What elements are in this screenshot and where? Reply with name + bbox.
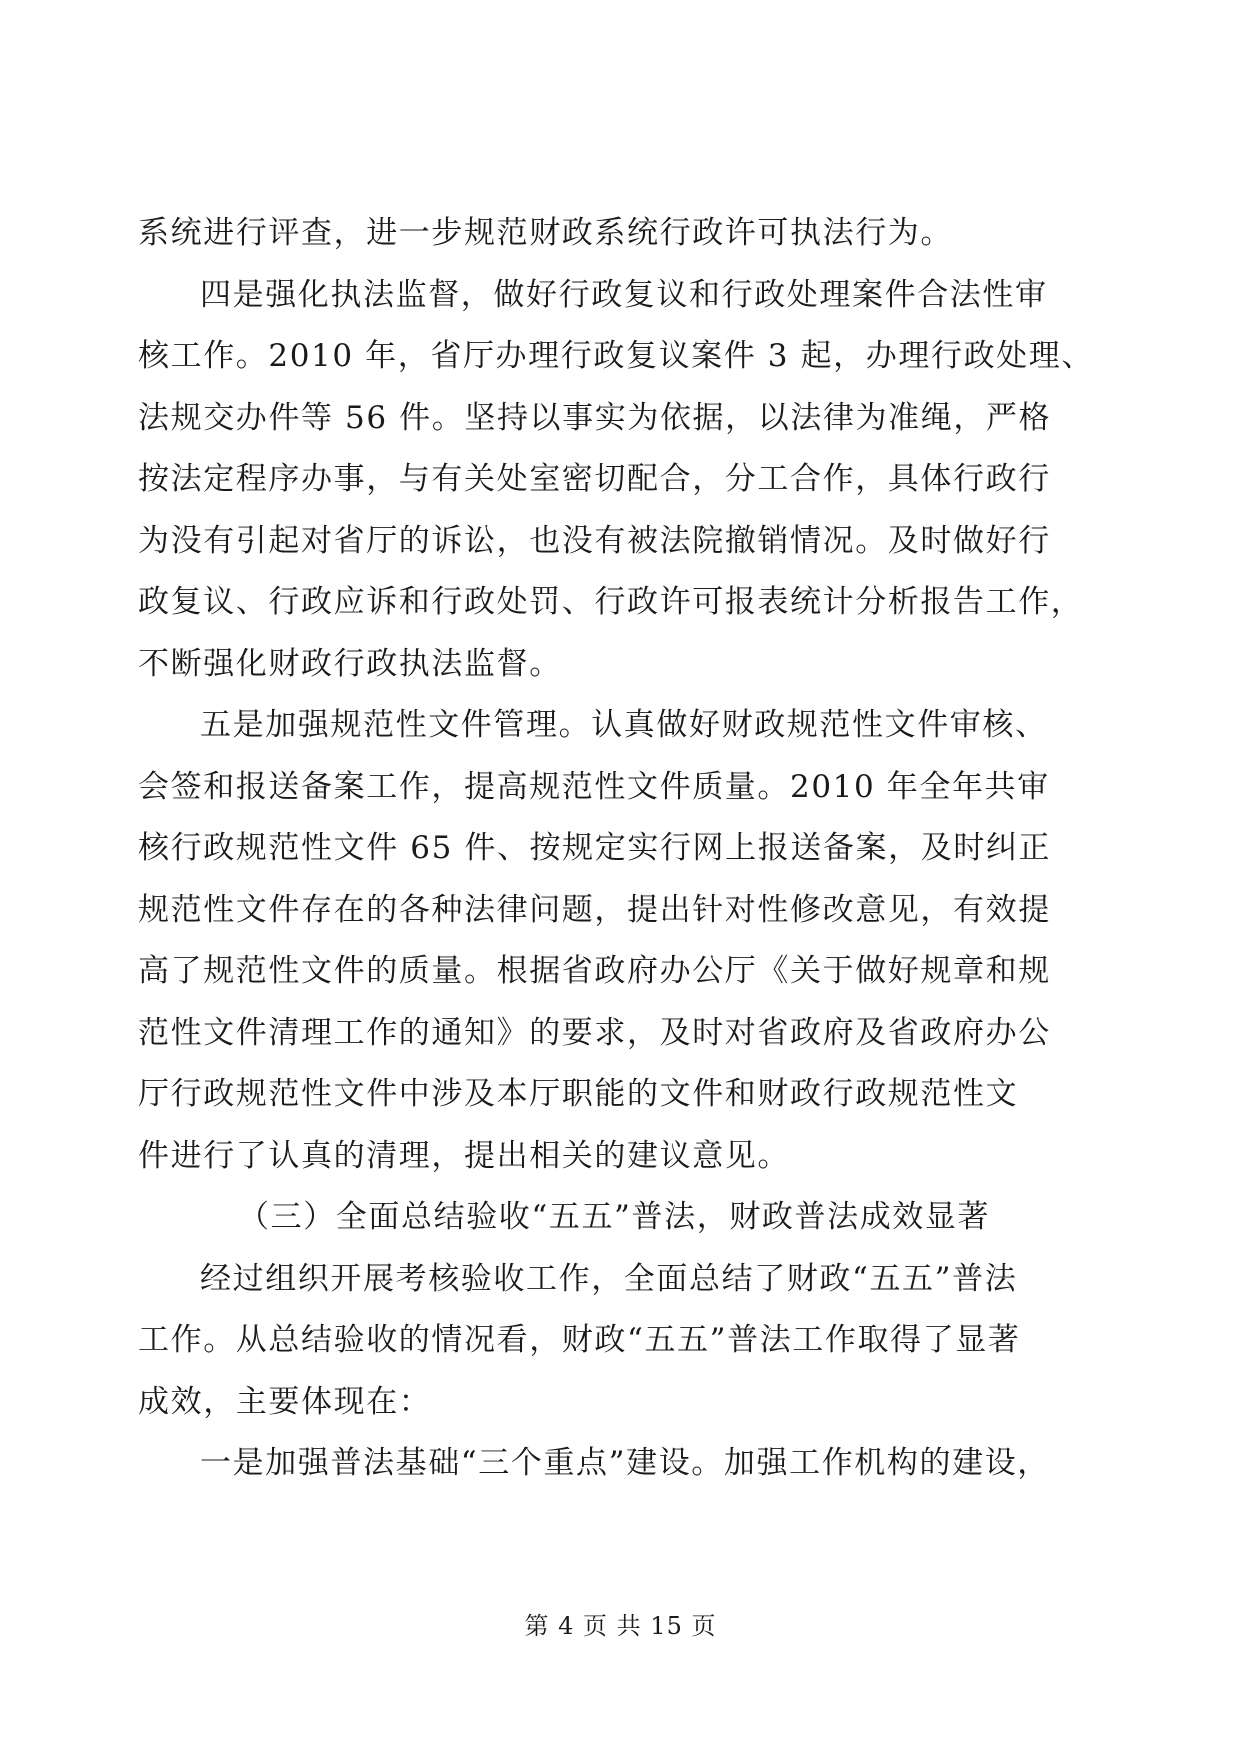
text-line: 法规交办件等 56 件。坚持以事实为依据，以法律为准绳，严格 <box>138 399 1052 436</box>
text-line: 为没有引起对省厅的诉讼，也没有被法院撤销情况。及时做好行 <box>138 522 1051 559</box>
text-line: 厅行政规范性文件中涉及本厅职能的文件和财政行政规范性文 <box>138 1076 1019 1112</box>
text-line: 核行政规范性文件 65 件、按规定实行网上报送备案，及时纠正 <box>138 830 1052 866</box>
text-line: 会签和报送备案工作，提高规范性文件质量。2010 年全年共审 <box>138 768 1050 805</box>
text-line: 不断强化财政行政执法监督。 <box>138 645 562 682</box>
section-heading: （三）全面总结验收“五五”普法，财政普法成效显著 <box>238 1199 991 1235</box>
paragraph-start-line: 经过组织开展考核验收工作，全面总结了财政“五五”普法 <box>200 1260 1018 1297</box>
paragraph-start-line: 一是加强普法基础“三个重点”建设。加强工作机构的建设， <box>200 1445 1050 1481</box>
text-line: 范性文件清理工作的通知》的要求，及时对省政府及省政府办公 <box>138 1014 1051 1051</box>
paragraph-start-line: 五是加强规范性文件管理。认真做好财政规范性文件审核、 <box>200 707 1048 743</box>
text-line: 系统进行评查，进一步规范财政系统行政许可执法行为。 <box>138 215 953 251</box>
page-number-footer: 第 4 页 共 15 页 <box>524 1612 717 1640</box>
text-line: 成效，主要体现在： <box>138 1383 432 1420</box>
text-line: 工作。从总结验收的情况看，财政“五五”普法工作取得了显著 <box>138 1322 1021 1358</box>
paragraph-start-line: 四是强化执法监督，做好行政复议和行政处理案件合法性审 <box>200 276 1048 313</box>
text-line: 按法定程序办事，与有关处室密切配合，分工合作，具体行政行 <box>138 461 1051 497</box>
body-text <box>138 203 1094 1495</box>
text-line: 件进行了认真的清理，提出相关的建议意见。 <box>138 1137 790 1174</box>
text-line: 政复议、行政应诉和行政处罚、行政许可报表统计分析报告工作， <box>138 584 1084 620</box>
text-line: 核工作。2010 年，省厅办理行政复议案件 3 起，办理行政处理、 <box>138 338 1094 374</box>
text-line: 高了规范性文件的质量。根据省政府办公厅《关于做好规章和规 <box>138 953 1051 989</box>
text-line: 规范性文件存在的各种法律问题，提出针对性修改意见，有效提 <box>138 891 1051 928</box>
